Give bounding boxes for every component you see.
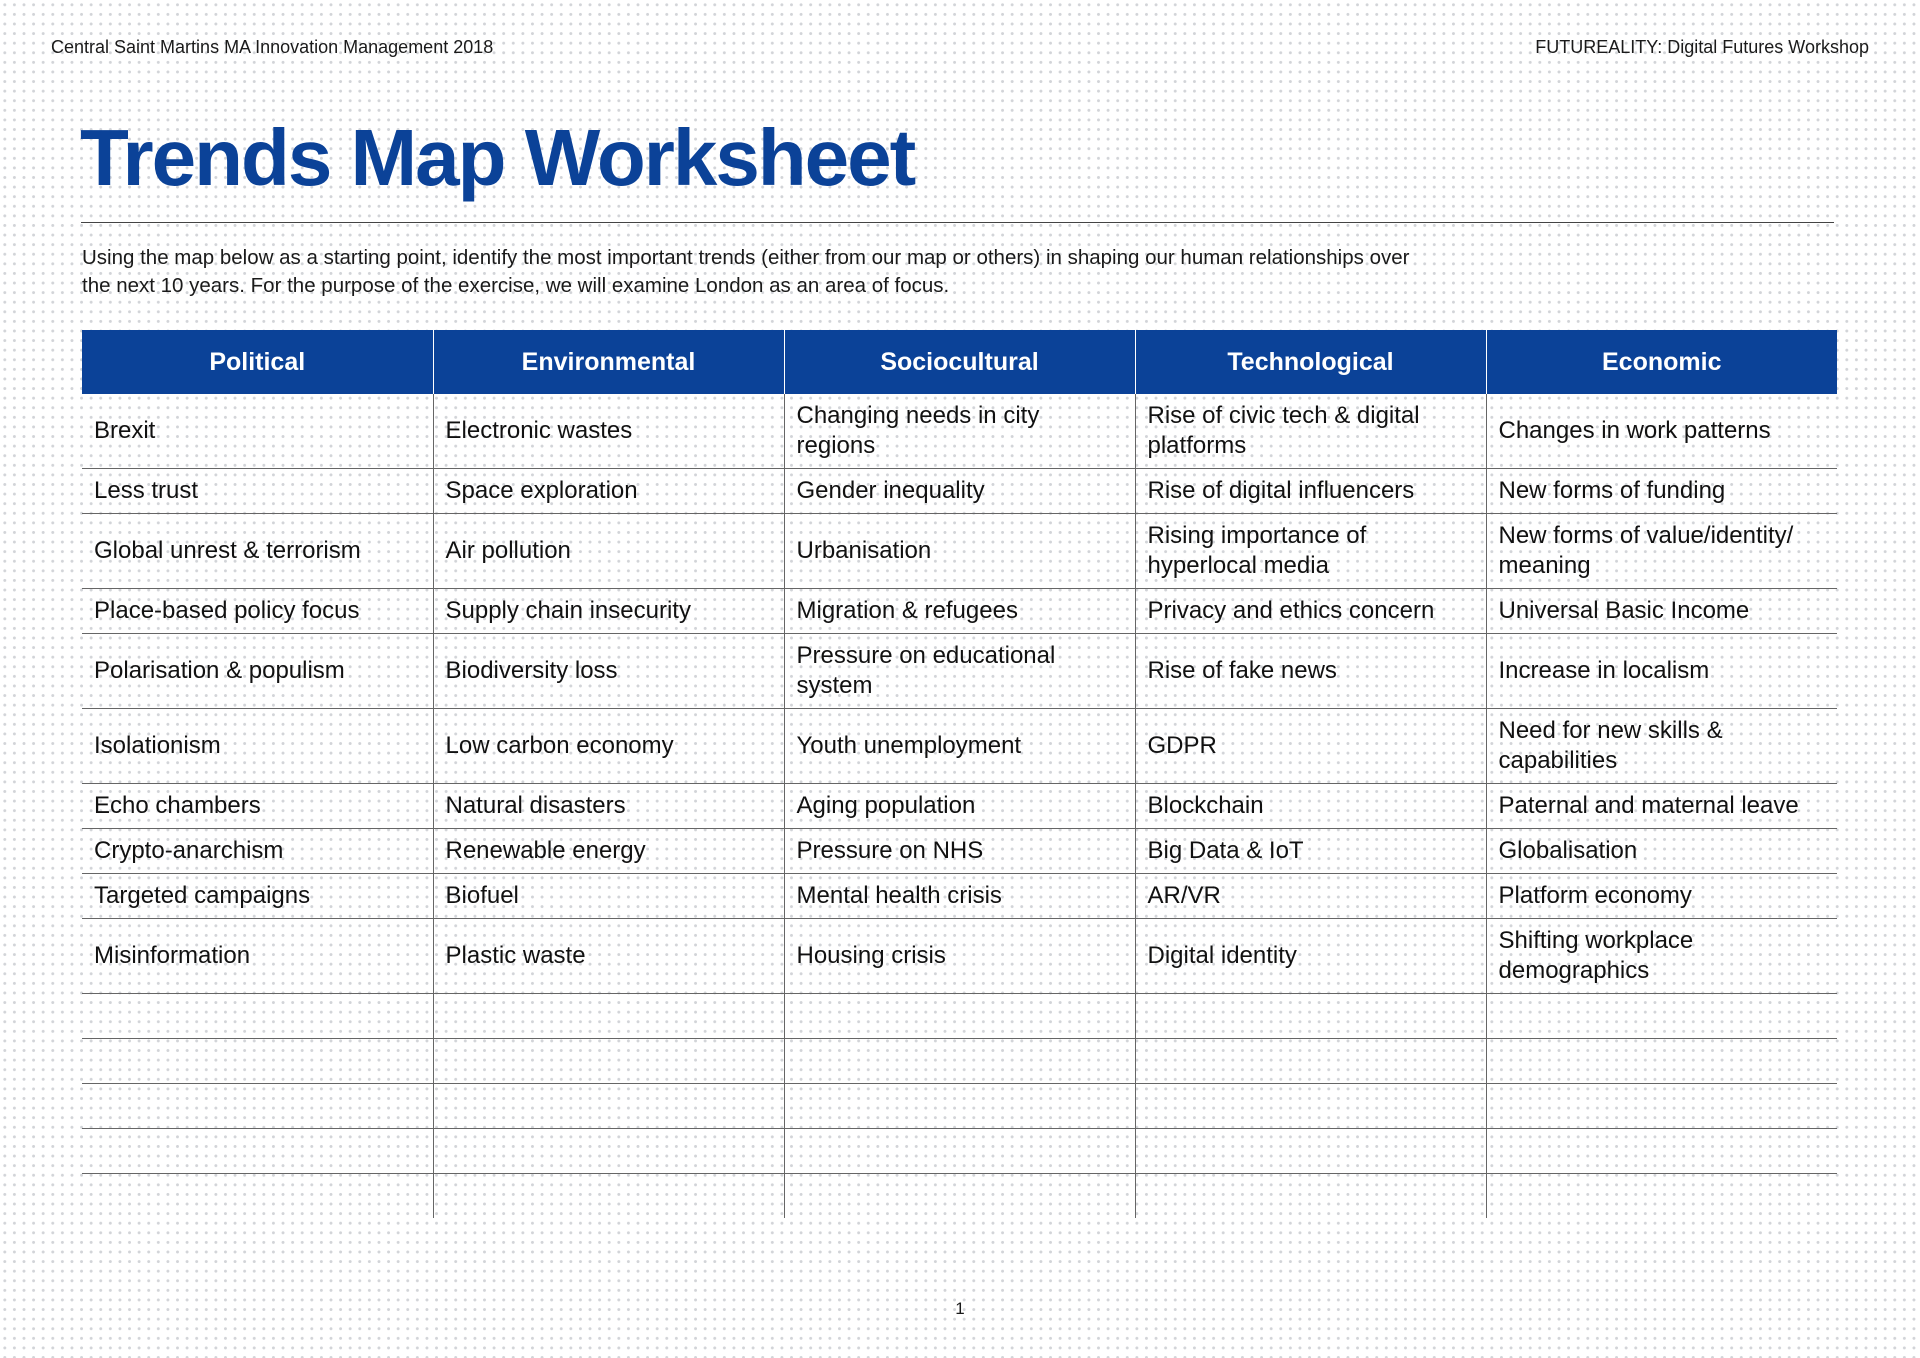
table-cell: Misinformation — [82, 919, 433, 994]
blank-cell — [433, 994, 784, 1039]
blank-cell — [82, 1039, 433, 1084]
column-header-sociocultural: Sociocultural — [784, 330, 1135, 394]
table-cell: Isolationism — [82, 709, 433, 784]
table-row — [82, 394, 1837, 469]
table-cell: Plastic waste — [433, 919, 784, 994]
table-row — [82, 634, 1837, 709]
table-cell: Rise of fake news — [1135, 634, 1486, 709]
table-cell: Biofuel — [433, 874, 784, 919]
blank-cell — [1486, 1084, 1837, 1129]
table-row — [82, 874, 1837, 919]
table-cell: Polarisation & populism — [82, 634, 433, 709]
trends-table-body — [82, 394, 1837, 1218]
blank-cell — [433, 1084, 784, 1129]
blank-cell — [1135, 994, 1486, 1039]
blank-cell — [82, 1084, 433, 1129]
table-row — [82, 514, 1837, 589]
table-row — [82, 589, 1837, 634]
table-cell: Platform economy — [1486, 874, 1837, 919]
blank-cell — [784, 1174, 1135, 1219]
blank-cell — [433, 1174, 784, 1219]
table-cell: Changes in work patterns — [1486, 394, 1837, 469]
table-cell: Gender inequality — [784, 469, 1135, 514]
header-workshop-label: FUTUREALITY: Digital Futures Workshop — [1535, 37, 1869, 57]
table-cell: Echo chambers — [82, 784, 433, 829]
table-cell: Rise of civic tech & digital platforms — [1135, 394, 1486, 469]
intro-paragraph: Using the map below as a starting point, identify the most important trends (either from our map or others) in shaping our human relationships over the next 10 years. For the purpose of the exercise, we will examine London as an area of focus. — [82, 246, 1410, 297]
table-cell: Rise of digital influencers — [1135, 469, 1486, 514]
page-number: 1 — [955, 1299, 965, 1318]
table-cell: Natural disasters — [433, 784, 784, 829]
blank-cell — [1135, 1084, 1486, 1129]
table-cell: Pressure on NHS — [784, 829, 1135, 874]
table-cell: Biodiversity loss — [433, 634, 784, 709]
table-cell: Paternal and maternal leave — [1486, 784, 1837, 829]
table-row — [82, 709, 1837, 784]
table-cell: Housing crisis — [784, 919, 1135, 994]
table-cell: Big Data & IoT — [1135, 829, 1486, 874]
table-cell: New forms of funding — [1486, 469, 1837, 514]
table-cell: GDPR — [1135, 709, 1486, 784]
blank-cell — [433, 1039, 784, 1084]
blank-row — [82, 1174, 1837, 1219]
table-cell: Crypto-anarchism — [82, 829, 433, 874]
table-cell: Brexit — [82, 394, 433, 469]
blank-cell — [82, 1174, 433, 1219]
table-cell: Digital identity — [1135, 919, 1486, 994]
trends-table — [82, 330, 1837, 1218]
blank-cell — [1135, 1129, 1486, 1174]
column-header-political: Political — [82, 330, 433, 394]
blank-cell — [784, 1129, 1135, 1174]
blank-cell — [1486, 1039, 1837, 1084]
blank-cell — [1135, 1039, 1486, 1084]
table-row — [82, 919, 1837, 994]
table-cell: Youth unemployment — [784, 709, 1135, 784]
column-header-environmental: Environmental — [433, 330, 784, 394]
title-divider — [81, 222, 1834, 223]
blank-cell — [82, 1129, 433, 1174]
table-cell: New forms of value/identity/ meaning — [1486, 514, 1837, 589]
table-cell: Supply chain insecurity — [433, 589, 784, 634]
table-cell: Blockchain — [1135, 784, 1486, 829]
blank-row — [82, 994, 1837, 1039]
table-cell: Privacy and ethics concern — [1135, 589, 1486, 634]
blank-cell — [784, 1084, 1135, 1129]
table-cell: Space exploration — [433, 469, 784, 514]
table-cell: Universal Basic Income — [1486, 589, 1837, 634]
table-cell: Renewable energy — [433, 829, 784, 874]
column-header-economic: Economic — [1486, 330, 1837, 394]
table-cell: Rising importance of hyperlocal media — [1135, 514, 1486, 589]
table-cell: Increase in localism — [1486, 634, 1837, 709]
table-cell: Need for new skills & capabilities — [1486, 709, 1837, 784]
column-header-technological: Technological — [1135, 330, 1486, 394]
blank-cell — [784, 994, 1135, 1039]
table-row — [82, 469, 1837, 514]
table-cell: Global unrest & terrorism — [82, 514, 433, 589]
blank-row — [82, 1084, 1837, 1129]
blank-cell — [82, 994, 433, 1039]
table-cell: Air pollution — [433, 514, 784, 589]
table-cell: Aging population — [784, 784, 1135, 829]
table-header-row — [82, 330, 1837, 394]
blank-cell — [1135, 1174, 1486, 1219]
table-cell: AR/VR — [1135, 874, 1486, 919]
table-cell: Low carbon economy — [433, 709, 784, 784]
blank-cell — [1486, 994, 1837, 1039]
blank-cell — [784, 1039, 1135, 1084]
page-title: Trends Map Worksheet — [80, 113, 915, 202]
blank-row — [82, 1039, 1837, 1084]
header-course-label: Central Saint Martins MA Innovation Management 2018 — [51, 37, 494, 57]
table-cell: Urbanisation — [784, 514, 1135, 589]
blank-cell — [1486, 1129, 1837, 1174]
table-row — [82, 829, 1837, 874]
blank-cell — [1486, 1174, 1837, 1219]
table-cell: Place-based policy focus — [82, 589, 433, 634]
table-cell: Mental health crisis — [784, 874, 1135, 919]
blank-cell — [433, 1129, 784, 1174]
table-cell: Shifting workplace demographics — [1486, 919, 1837, 994]
table-cell: Electronic wastes — [433, 394, 784, 469]
table-cell: Changing needs in city regions — [784, 394, 1135, 469]
table-row — [82, 784, 1837, 829]
table-cell: Targeted campaigns — [82, 874, 433, 919]
blank-row — [82, 1129, 1837, 1174]
table-cell: Less trust — [82, 469, 433, 514]
table-cell: Pressure on educational system — [784, 634, 1135, 709]
table-cell: Migration & refugees — [784, 589, 1135, 634]
table-cell: Globalisation — [1486, 829, 1837, 874]
